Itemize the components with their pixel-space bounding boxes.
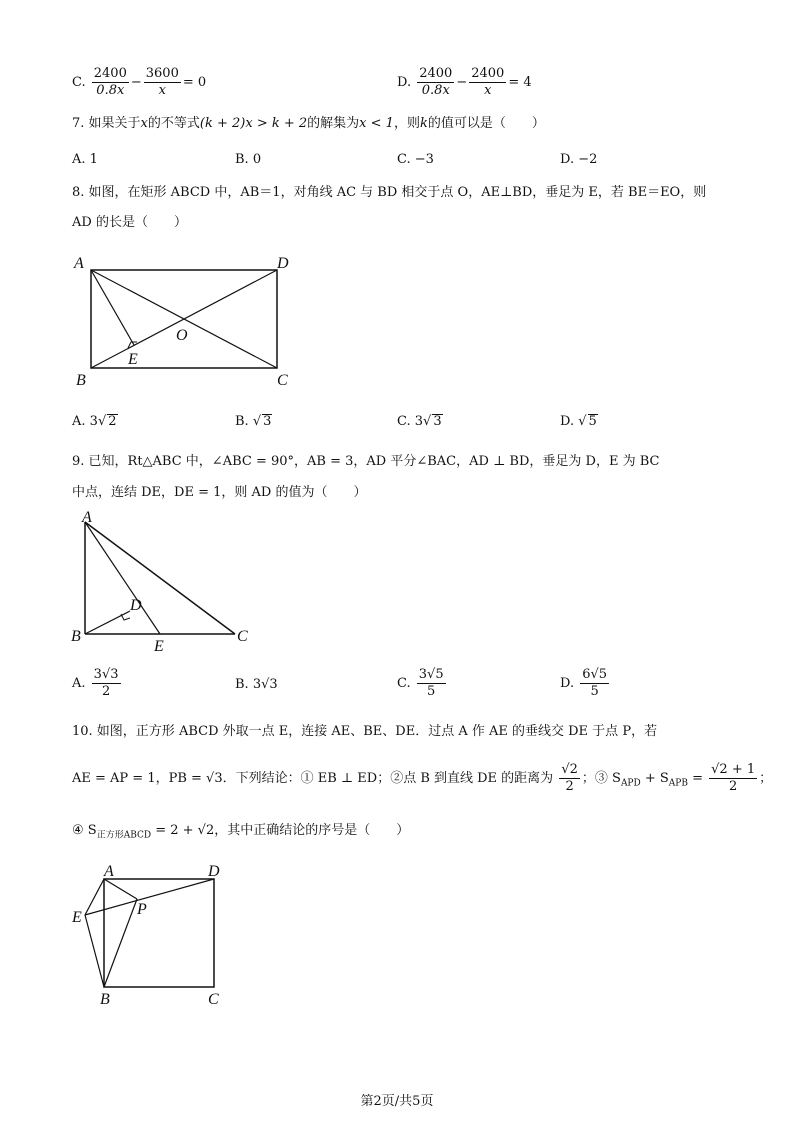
q9-option-c: C. $\frac{3√5}{5}$ (397, 667, 444, 699)
q9-label-d: D (130, 597, 142, 614)
q9-option-d: D. $\frac{6√5}{5}$ (560, 667, 608, 699)
q9-triangle-figure (68, 508, 268, 654)
q8-label-o: O (176, 327, 188, 344)
q6-option-c: C. $\frac{2400}{0.8x}$ − $\frac{3600}{x}$ = 0 (72, 66, 207, 98)
q8-option-c: C. 3√ 3 (397, 414, 442, 429)
q10-square (104, 879, 214, 987)
q10-label-e: E (72, 909, 82, 926)
q10-segment-ae (85, 879, 104, 915)
q8-label-b: B (76, 372, 86, 389)
q6-d-frac2: $\frac{2400}{x}$ (471, 66, 505, 98)
q8-label-a: A (74, 255, 84, 272)
q9-stem-line1: 9. 已知，Rt△ABC 中，∠ABC = 90°，AB = 3，AD 平分∠BAC，AD ⊥ BD，垂足为 D，E 为 BC (72, 454, 660, 469)
q8-rectangle-figure (70, 250, 300, 390)
q8-label-e: E (128, 351, 138, 368)
q10-label-d: D (208, 863, 220, 880)
q10-label-a: A (104, 863, 114, 880)
q9-option-b: B. 3√3 (235, 677, 278, 692)
q10-label-b: B (100, 991, 110, 1008)
q9-side-ac (85, 522, 235, 634)
q10-segment-pb (104, 899, 137, 987)
q8-label-d: D (277, 255, 289, 272)
q10-segment-ap (104, 879, 137, 899)
q8-option-d: D. √ 5 (560, 414, 597, 429)
q8-option-b: B. √ 3 (235, 414, 272, 429)
q7-stem: 7. 如果关于x的不等式(k + 2)x > k + 2的解集为x < 1，则k的值可以是（ ） (72, 116, 545, 131)
q10-stem-line2: AE = AP = 1，PB = √3．下列结论：① EB ⊥ ED；②点 B 到直线 DE 的距离为 $\frac{√2}{2}$ ；③ $S_{APD} + S_{APB}$ = $\frac{√2 + 1}{2}$ ； (72, 762, 773, 794)
q7-option-b: B. 0 (235, 152, 262, 167)
q6-d-frac1: $\frac{2400}{0.8x}$ (419, 66, 453, 98)
q9-label-a: A (82, 509, 92, 526)
q9-label-b: B (71, 628, 81, 645)
q9-stem-line2: 中点，连结 DE，DE = 1，则 AD 的值为（ ） (72, 485, 367, 500)
q7-option-c: C. −3 (397, 152, 434, 167)
page-footer: 第2页/共5页 (360, 1094, 434, 1109)
q9-option-a: A. $\frac{3√3}{2}$ (72, 667, 119, 699)
q10-stem-line1: 10. 如图，正方形 ABCD 外取一点 E，连接 AE、BE、DE．过点 A 作 AE 的垂线交 DE 于点 P，若 (72, 724, 658, 739)
q7-option-d: D. −2 (560, 152, 598, 167)
q10-segment-be (85, 915, 104, 987)
q10-stem-line3: ④ $S_{正方形ABCD} = 2 + √2$，其中正确结论的序号是（ ） (72, 823, 410, 841)
q8-stem-line1: 8. 如图，在矩形 ABCD 中，AB＝1，对角线 AC 与 BD 相交于点 O，AE⊥BD，垂足为 E，若 BE＝EO，则 (72, 185, 707, 200)
q9-segment-bd (85, 611, 130, 634)
q10-square-figure (68, 858, 238, 1010)
q8-label-c: C (277, 372, 288, 389)
q9-label-c: C (237, 628, 248, 645)
q6-c-frac2: $\frac{3600}{x}$ (145, 66, 179, 98)
q6-option-d: D. $\frac{2400}{0.8x}$ − $\frac{2400}{x}$ = 4 (397, 66, 532, 98)
q8-stem-line2: AD 的长是（ ） (72, 215, 187, 230)
q8-option-a: A. 3√ 2 (72, 414, 117, 429)
q7-option-a: A. 1 (72, 152, 98, 167)
q9-label-e: E (154, 638, 164, 654)
q10-label-c: C (208, 991, 219, 1008)
q6-c-frac1: $\frac{2400}{0.8x}$ (93, 66, 127, 98)
q10-label-p: P (137, 901, 147, 918)
